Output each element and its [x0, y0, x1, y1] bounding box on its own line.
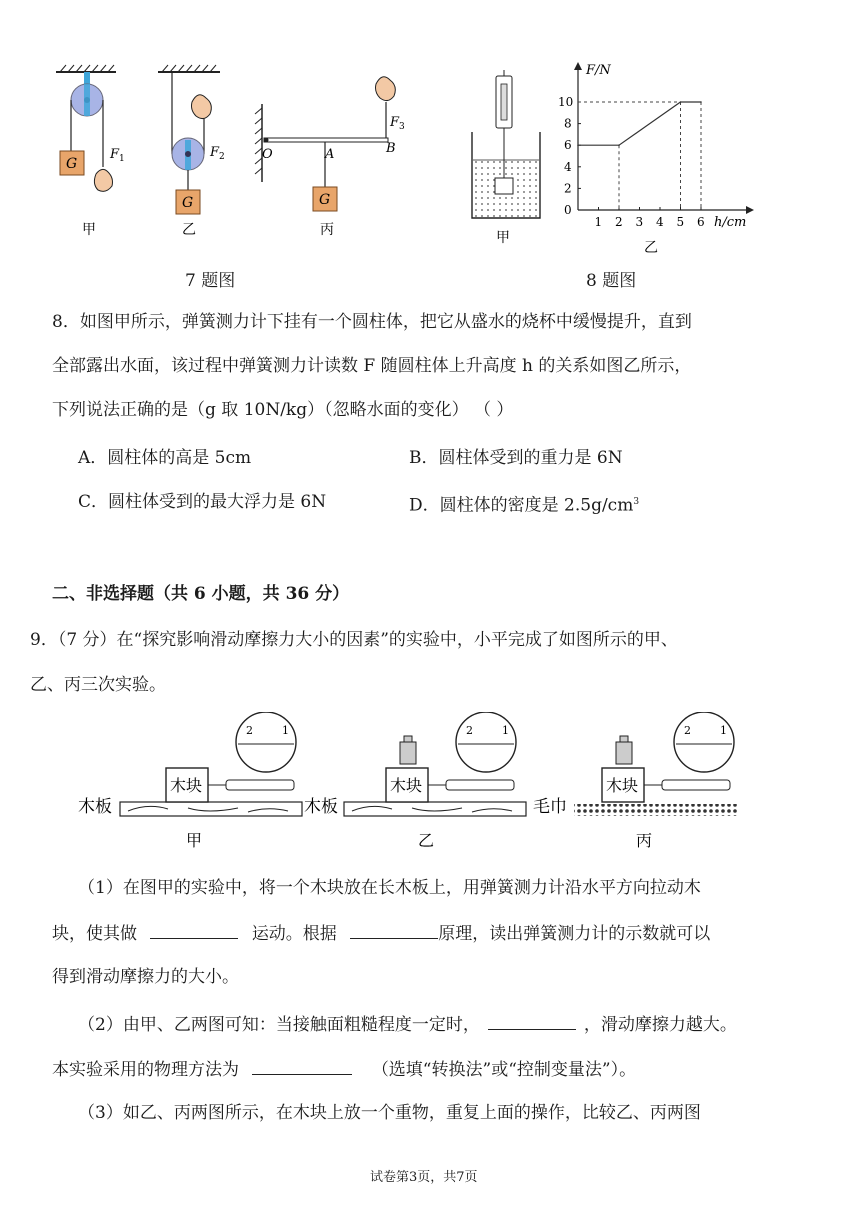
figure-8-caption: 8 题图	[586, 271, 637, 291]
section-2-title: 二、非选择题（共 6 小题，共 36 分）	[52, 584, 350, 604]
svg-text:1: 1	[720, 724, 727, 737]
page-footer: 试卷第3页，共7页	[370, 1170, 478, 1185]
answer-blank-principle[interactable]	[350, 920, 438, 939]
towel-label: 毛巾	[533, 797, 567, 817]
data-point	[700, 101, 702, 103]
force-height-chart	[548, 58, 758, 258]
y-tick-label: 2	[564, 181, 572, 196]
x-tick-label: 1	[594, 215, 603, 229]
q8-line-1: 8．如图甲所示，弹簧测力计下挂有一个圆柱体，把它从盛水的烧杯中缓慢提升，直到	[52, 312, 692, 332]
block-label-jia: 木块	[170, 776, 203, 795]
answer-blank-conclusion[interactable]	[488, 1011, 576, 1030]
svg-text:1: 1	[502, 724, 509, 737]
y-tick-label: 6	[564, 138, 572, 153]
block-label-bing: 木块	[606, 776, 639, 795]
wooden-board-jia	[120, 802, 302, 816]
q9-p1-line-2: 块，使其做 运动。根据 原理，读出弹簧测力计的示数就可以	[52, 920, 710, 946]
data-point	[577, 144, 579, 146]
panel-label-bing-9: 丙	[636, 831, 653, 850]
panel-label-jia-9: 甲	[186, 831, 203, 850]
y-tick-label: 4	[564, 159, 572, 174]
x-axis-label: h/cm	[714, 215, 747, 230]
q9-line-1: 9．（7 分）在“探究影响滑动摩擦力大小的因素”的实验中，小平完成了如图所示的甲、	[30, 630, 678, 650]
x-tick-label: 5	[676, 215, 685, 229]
force-label-f3: F	[390, 115, 400, 130]
block-label-yi: 木块	[390, 776, 423, 795]
spring-scale-jia	[208, 712, 296, 790]
data-point	[618, 144, 620, 146]
svg-text:2: 2	[684, 724, 691, 737]
panel-label-yi: 乙	[182, 222, 196, 238]
x-tick-label: 4	[656, 215, 664, 229]
svg-text:2: 2	[246, 724, 253, 737]
data-point	[680, 101, 682, 103]
spring-scale-yi	[428, 712, 516, 790]
point-b: B	[386, 141, 396, 156]
panel-label-bing: 丙	[320, 222, 334, 238]
x-tick-label: 2	[615, 215, 623, 229]
svg-text:G: G	[182, 195, 194, 211]
x-tick-label: 0	[564, 203, 572, 217]
y-tick-label: 8	[564, 116, 572, 131]
q8-option-d[interactable]: D．圆柱体的密度是 $2.5g/cm^3$	[409, 495, 640, 516]
q9-p2-line-1: （2）由甲、乙两图可知：当接触面粗糙程度一定时， ，滑动摩擦力越大。	[78, 1011, 737, 1037]
svg-text:3: 3	[399, 122, 405, 132]
lever-diagram	[255, 77, 405, 238]
board-label-1: 木板	[78, 797, 112, 817]
spring-scale-bing	[644, 712, 734, 790]
weight-label: G	[66, 156, 78, 172]
panel-label-jia: 甲	[82, 222, 96, 238]
answer-blank-method[interactable]	[252, 1056, 352, 1075]
svg-text:1: 1	[282, 724, 289, 737]
q8-option-a[interactable]: A．圆柱体的高是 5cm	[78, 448, 252, 468]
towel-surface	[574, 804, 738, 816]
point-a: A	[325, 147, 335, 162]
friction-experiment-figure	[78, 712, 758, 860]
wooden-board-yi	[344, 802, 526, 816]
force-label-f2: F	[210, 145, 220, 160]
answer-blank-motion[interactable]	[150, 920, 238, 939]
chart-axes	[574, 62, 754, 214]
q8-line-2: 全部露出水面，该过程中弹簧测力计读数 F 随圆柱体上升高度 h 的关系如图乙所示，	[52, 356, 692, 376]
x-tick-label: 3	[635, 215, 644, 229]
x-tick-label: 6	[697, 215, 705, 229]
board-label-2: 木板	[304, 797, 338, 817]
y-tick-label: 10	[558, 95, 574, 109]
q9-p1-line-1: （1）在图甲的实验中，将一个木块放在长木板上，用弹簧测力计沿水平方向拉动木	[78, 878, 701, 898]
q9-p2-line-2: 本实验采用的物理方法为 （选填“转换法”或“控制变量法”）。	[52, 1056, 636, 1082]
figure-7	[40, 62, 440, 252]
point-o: O	[262, 147, 273, 162]
svg-text:G: G	[319, 192, 331, 208]
svg-text:1: 1	[119, 154, 125, 164]
figure-7-caption: 7 题图	[185, 271, 236, 291]
series-line	[578, 102, 701, 145]
force-label-f1: F	[110, 147, 120, 162]
movable-pulley-diagram	[158, 65, 225, 238]
y-axis-label: F/N	[586, 63, 611, 78]
panel-label-yi-9: 乙	[418, 831, 435, 850]
q9-p1-line-3: 得到滑动摩擦力的大小。	[52, 967, 239, 987]
q8-option-b[interactable]: B．圆柱体受到的重力是 6N	[409, 448, 623, 468]
q8-option-c[interactable]: C．圆柱体受到的最大浮力是 6N	[78, 492, 327, 512]
panel-label-jia-8: 甲	[496, 230, 510, 246]
figure-8-beaker	[468, 70, 548, 248]
q8-line-3: 下列说法正确的是（g 取 10N/kg）（忽略水面的变化） （ ）	[52, 400, 514, 420]
svg-text:2: 2	[219, 152, 225, 162]
q9-line-2: 乙、丙三次实验。	[30, 675, 166, 695]
fixed-pulley-diagram	[56, 65, 125, 238]
q9-p3-line-1: （3）如乙、丙两图所示，在木块上放一个重物，重复上面的操作，比较乙、丙两图	[78, 1103, 701, 1123]
panel-label-yi-8: 乙	[644, 240, 658, 256]
svg-text:2: 2	[466, 724, 473, 737]
